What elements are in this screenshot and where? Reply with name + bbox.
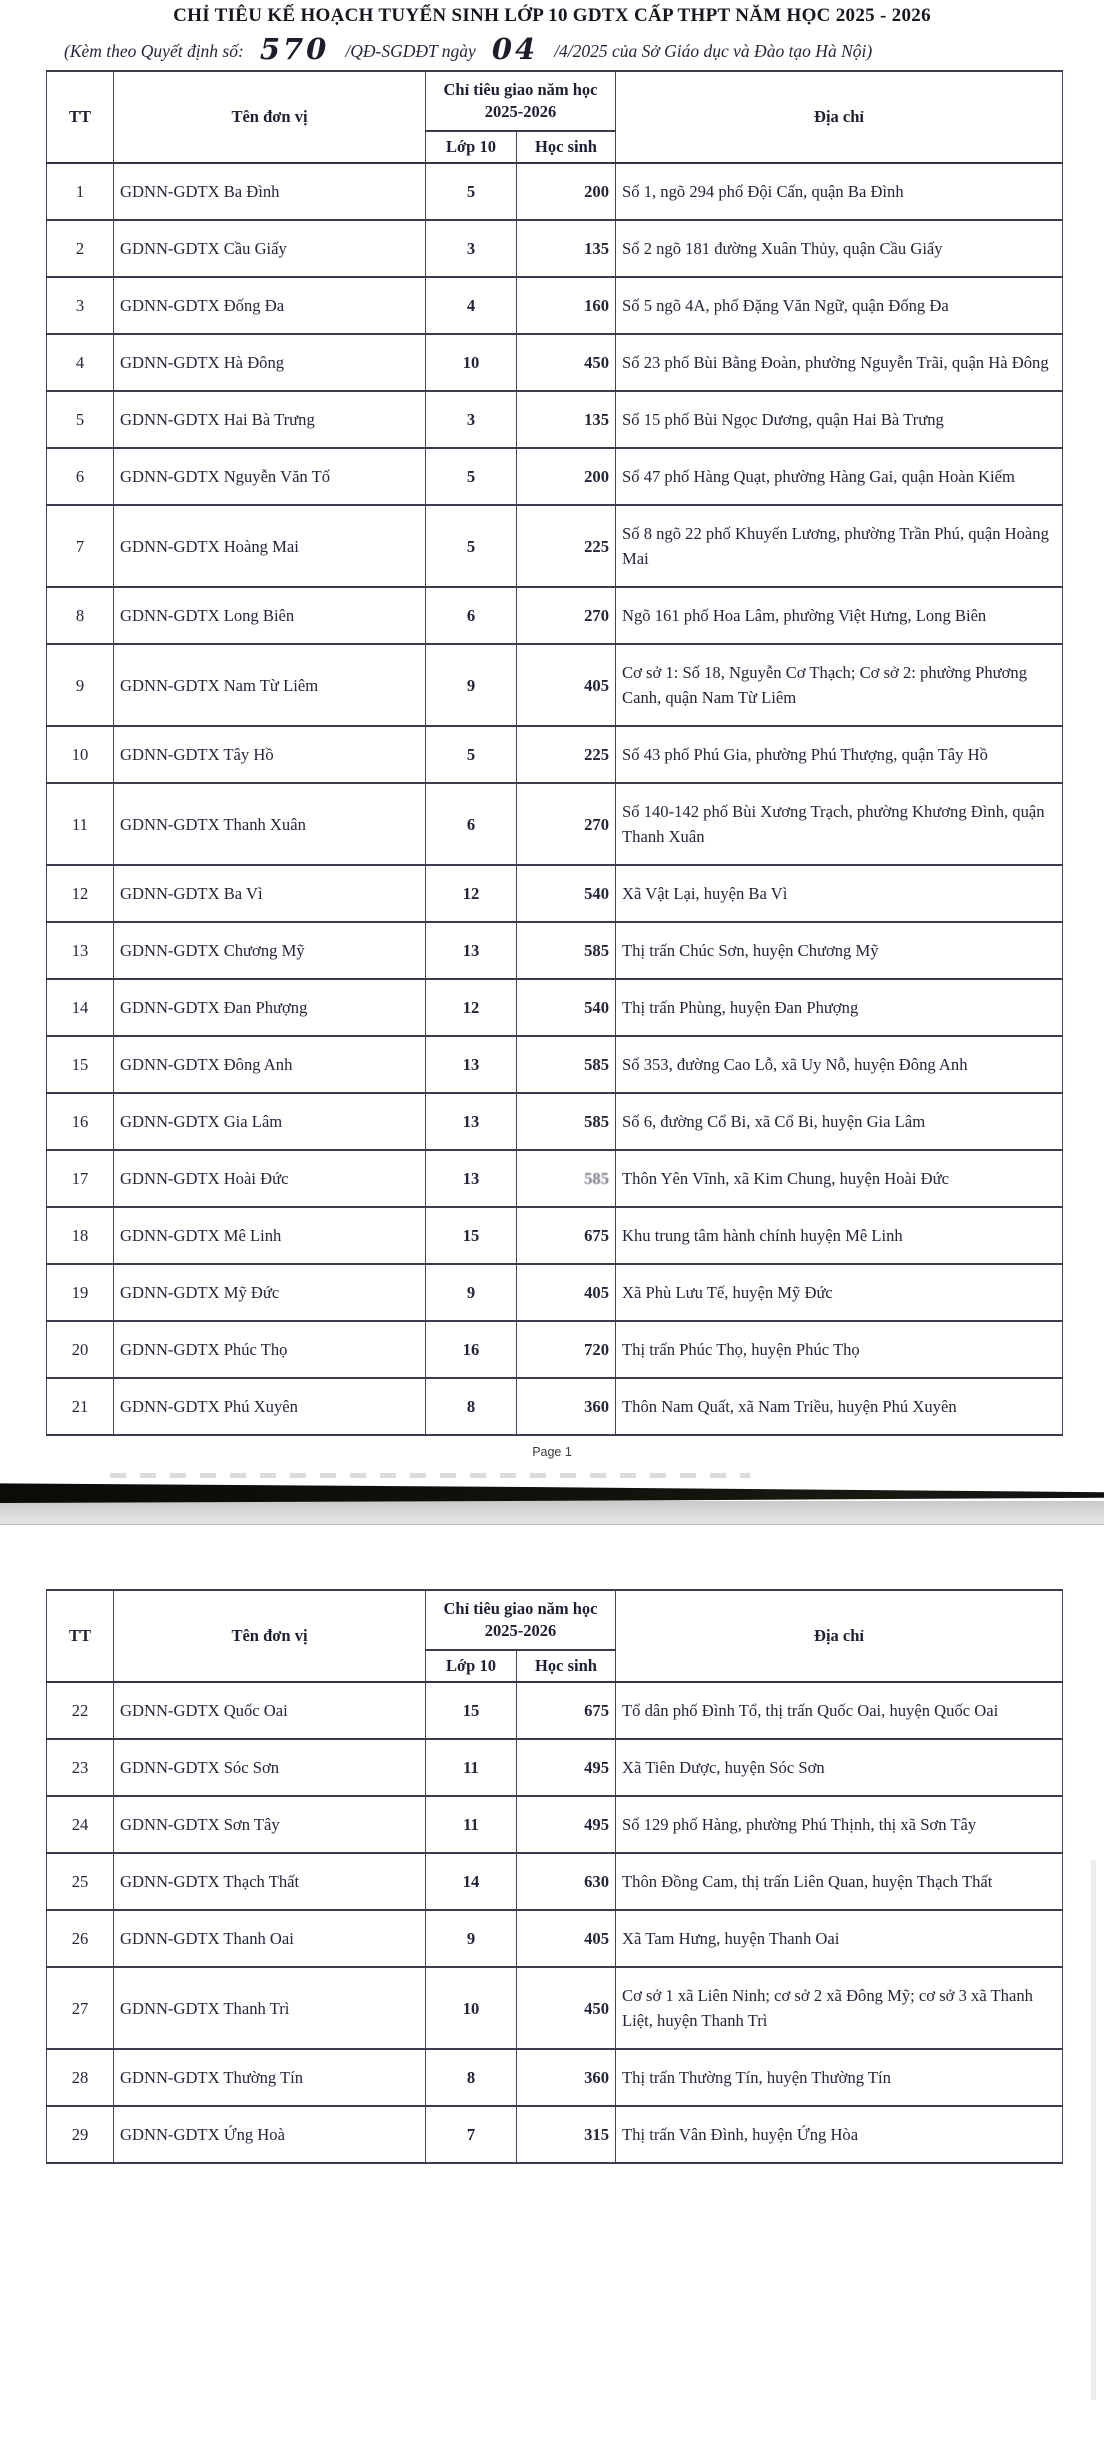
table-row [47,1150,1063,1207]
scan-edge-artifact [1091,1860,1096,2400]
header-grade10: Lớp 10 [426,131,517,163]
cell-unit-name: GDNN-GDTX Mỹ Đức [114,1264,426,1321]
table-row [47,448,1063,505]
table-row [47,644,1063,726]
cell-address: Thôn Đồng Cam, thị trấn Liên Quan, huyện Thạch Thất [616,1853,1063,1910]
cell-address: Xã Vật Lại, huyện Ba Vì [616,865,1063,922]
cell-students: 450 [517,1967,616,2049]
cell-tt: 10 [47,726,114,783]
cell-students: 540 [517,979,616,1036]
cell-unit-name: GDNN-GDTX Đống Đa [114,277,426,334]
cell-unit-name: GDNN-GDTX Phúc Thọ [114,1321,426,1378]
cell-tt: 16 [47,1093,114,1150]
cell-unit-name: GDNN-GDTX Cầu Giấy [114,220,426,277]
cell-grade10: 6 [426,587,517,644]
scanned-page-2 [0,1589,1104,2164]
table-row [47,1321,1063,1378]
cell-unit-name: GDNN-GDTX Thanh Oai [114,1910,426,1967]
scan-smudge-artifact [110,1473,750,1478]
header-tt: TT [47,1590,114,1682]
cell-grade10: 3 [426,220,517,277]
cell-unit-name: GDNN-GDTX Tây Hồ [114,726,426,783]
subtitle-suffix: /4/2025 của Sở Giáo dục và Đào tạo Hà Nội) [554,41,873,61]
cell-address: Thị trấn Thường Tín, huyện Thường Tín [616,2049,1063,2106]
cell-unit-name: GDNN-GDTX Gia Lâm [114,1093,426,1150]
cell-address: Thị trấn Phúc Thọ, huyện Phúc Thọ [616,1321,1063,1378]
cell-unit-name: GDNN-GDTX Nam Từ Liêm [114,644,426,726]
cell-grade10: 14 [426,1853,517,1910]
table-row [47,1207,1063,1264]
subtitle-mid: /QĐ-SGDĐT ngày [345,41,476,61]
cell-address: Số 8 ngõ 22 phố Khuyến Lương, phường Trần Phú, quận Hoàng Mai [616,505,1063,587]
cell-tt: 11 [47,783,114,865]
cell-grade10: 11 [426,1739,517,1796]
table-row [47,1910,1063,1967]
document-subtitle [64,30,1104,70]
cell-unit-name: GDNN-GDTX Quốc Oai [114,1682,426,1739]
cell-students: 495 [517,1796,616,1853]
cell-unit-name: GDNN-GDTX Hoàng Mai [114,505,426,587]
cell-unit-name: GDNN-GDTX Thanh Trì [114,1967,426,2049]
table-row [47,1036,1063,1093]
cell-students: 585 [517,1093,616,1150]
cell-tt: 29 [47,2106,114,2163]
cell-tt: 18 [47,1207,114,1264]
cell-tt: 17 [47,1150,114,1207]
table-row [47,783,1063,865]
cell-tt: 2 [47,220,114,277]
document-title: CHỈ TIÊU KẾ HOẠCH TUYỂN SINH LỚP 10 GDTX CẤP THPT NĂM HỌC 2025 - 2026 [173,5,931,26]
cell-students: 315 [517,2106,616,2163]
table-body-page2 [47,1682,1063,2163]
cell-tt: 6 [47,448,114,505]
cell-tt: 28 [47,2049,114,2106]
scan-separator-shadow [0,1501,1104,1525]
header-address: Địa chỉ [616,71,1063,163]
cell-grade10: 5 [426,726,517,783]
cell-unit-name: GDNN-GDTX Thanh Xuân [114,783,426,865]
cell-students: 225 [517,726,616,783]
cell-unit-name: GDNN-GDTX Hoài Đức [114,1150,426,1207]
table-row [47,2106,1063,2163]
cell-tt: 22 [47,1682,114,1739]
cell-grade10: 4 [426,277,517,334]
cell-address: Thị trấn Phùng, huyện Đan Phượng [616,979,1063,1036]
scan-separator-band [0,1483,1104,1503]
table-row [47,726,1063,783]
header-quota-group: Chỉ tiêu giao năm học 2025-2026 [426,71,616,131]
cell-grade10: 12 [426,865,517,922]
cell-unit-name: GDNN-GDTX Đan Phượng [114,979,426,1036]
table-row [47,1853,1063,1910]
cell-tt: 1 [47,163,114,220]
cell-tt: 26 [47,1910,114,1967]
header-students: Học sinh [517,131,616,163]
cell-students: 360 [517,2049,616,2106]
cell-address: Số 6, đường Cổ Bi, xã Cổ Bi, huyện Gia Lâm [616,1093,1063,1150]
cell-unit-name: GDNN-GDTX Long Biên [114,587,426,644]
cell-address: Khu trung tâm hành chính huyện Mê Linh [616,1207,1063,1264]
header-quota-group: Chỉ tiêu giao năm học 2025-2026 [426,1590,616,1650]
table-row [47,587,1063,644]
table-row [47,220,1063,277]
cell-unit-name: GDNN-GDTX Sơn Tây [114,1796,426,1853]
cell-students: 630 [517,1853,616,1910]
table-row [47,2049,1063,2106]
cell-grade10: 13 [426,1036,517,1093]
header-grade10: Lớp 10 [426,1650,517,1682]
cell-address: Xã Phù Lưu Tế, huyện Mỹ Đức [616,1264,1063,1321]
header-unit-name: Tên đơn vị [114,71,426,163]
cell-students: 405 [517,644,616,726]
table-row [47,979,1063,1036]
cell-students: 405 [517,1264,616,1321]
cell-grade10: 13 [426,1150,517,1207]
table-row [47,1682,1063,1739]
table-row [47,1264,1063,1321]
handwritten-decision-day: 04 [491,32,539,66]
cell-address: Số 140-142 phố Bùi Xương Trạch, phường Khương Đình, quận Thanh Xuân [616,783,1063,865]
cell-tt: 4 [47,334,114,391]
cell-address: Ngõ 161 phố Hoa Lâm, phường Việt Hưng, Long Biên [616,587,1063,644]
cell-unit-name: GDNN-GDTX Mê Linh [114,1207,426,1264]
cell-unit-name: GDNN-GDTX Thạch Thất [114,1853,426,1910]
cell-grade10: 6 [426,783,517,865]
cell-students: 270 [517,783,616,865]
cell-students: 585 [517,1036,616,1093]
cell-grade10: 13 [426,1093,517,1150]
quota-table-page2 [46,1589,1063,2164]
cell-address: Cơ sở 1: Số 18, Nguyễn Cơ Thạch; Cơ sở 2: phường Phương Canh, quận Nam Từ Liêm [616,644,1063,726]
cell-grade10: 8 [426,1378,517,1435]
table-row [47,505,1063,587]
cell-unit-name: GDNN-GDTX Ba Đình [114,163,426,220]
cell-unit-name: GDNN-GDTX Ba Vì [114,865,426,922]
table-row [47,922,1063,979]
table-row [47,1378,1063,1435]
cell-address: Số 23 phố Bùi Bằng Đoàn, phường Nguyễn Trãi, quận Hà Đông [616,334,1063,391]
cell-address: Xã Tam Hưng, huyện Thanh Oai [616,1910,1063,1967]
cell-tt: 5 [47,391,114,448]
table-body-page1 [47,163,1063,1435]
cell-tt: 9 [47,644,114,726]
cell-tt: 12 [47,865,114,922]
cell-address: Số 47 phố Hàng Quạt, phường Hàng Gai, quận Hoàn Kiếm [616,448,1063,505]
cell-grade10: 3 [426,391,517,448]
cell-students: 450 [517,334,616,391]
table-row [47,1739,1063,1796]
cell-unit-name: GDNN-GDTX Hai Bà Trưng [114,391,426,448]
cell-tt: 8 [47,587,114,644]
cell-grade10: 9 [426,1910,517,1967]
cell-grade10: 9 [426,644,517,726]
table-header [47,1590,1063,1682]
cell-students: 160 [517,277,616,334]
cell-address: Thôn Nam Quất, xã Nam Triều, huyện Phú Xuyên [616,1378,1063,1435]
cell-students: 135 [517,391,616,448]
cell-students: 720 [517,1321,616,1378]
cell-students: 585 [517,922,616,979]
table-header [47,71,1063,163]
cell-unit-name: GDNN-GDTX Đông Anh [114,1036,426,1093]
cell-address: Số 43 phố Phú Gia, phường Phú Thượng, quận Tây Hồ [616,726,1063,783]
cell-unit-name: GDNN-GDTX Thường Tín [114,2049,426,2106]
cell-address: Thôn Yên Vĩnh, xã Kim Chung, huyện Hoài Đức [616,1150,1063,1207]
cell-grade10: 15 [426,1682,517,1739]
cell-grade10: 16 [426,1321,517,1378]
cell-tt: 23 [47,1739,114,1796]
cell-grade10: 10 [426,334,517,391]
cell-address: Thị trấn Chúc Sơn, huyện Chương Mỹ [616,922,1063,979]
cell-grade10: 5 [426,505,517,587]
header-tt: TT [47,71,114,163]
cell-address: Số 1, ngõ 294 phố Đội Cấn, quận Ba Đình [616,163,1063,220]
cell-unit-name: GDNN-GDTX Chương Mỹ [114,922,426,979]
table-row [47,1093,1063,1150]
cell-address: Số 2 ngõ 181 đường Xuân Thủy, quận Cầu Giấy [616,220,1063,277]
table-row [47,1967,1063,2049]
cell-grade10: 9 [426,1264,517,1321]
cell-address: Tổ dân phố Đình Tổ, thị trấn Quốc Oai, huyện Quốc Oai [616,1682,1063,1739]
page-number-label: Page 1 [532,1445,572,1459]
cell-students: 675 [517,1682,616,1739]
cell-tt: 24 [47,1796,114,1853]
cell-tt: 7 [47,505,114,587]
cell-grade10: 5 [426,163,517,220]
table-row [47,277,1063,334]
cell-students: 225 [517,505,616,587]
cell-tt: 19 [47,1264,114,1321]
table-row [47,334,1063,391]
cell-tt: 27 [47,1967,114,2049]
handwritten-decision-number: 570 [259,32,330,66]
cell-unit-name: GDNN-GDTX Phú Xuyên [114,1378,426,1435]
cell-tt: 15 [47,1036,114,1093]
cell-grade10: 11 [426,1796,517,1853]
cell-unit-name: GDNN-GDTX Sóc Sơn [114,1739,426,1796]
cell-tt: 3 [47,277,114,334]
cell-tt: 21 [47,1378,114,1435]
cell-students: 495 [517,1739,616,1796]
cell-students: 540 [517,865,616,922]
cell-tt: 13 [47,922,114,979]
cell-students: 675 [517,1207,616,1264]
cell-grade10: 13 [426,922,517,979]
cell-students: 135 [517,220,616,277]
table-row [47,391,1063,448]
cell-address: Thị trấn Vân Đình, huyện Ứng Hòa [616,2106,1063,2163]
cell-tt: 25 [47,1853,114,1910]
cell-students: 405 [517,1910,616,1967]
cell-unit-name: GDNN-GDTX Hà Đông [114,334,426,391]
cell-students: 360 [517,1378,616,1435]
quota-table-page1 [46,70,1063,1436]
cell-unit-name: GDNN-GDTX Ứng Hoà [114,2106,426,2163]
header-unit-name: Tên đơn vị [114,1590,426,1682]
cell-students: 585 [517,1150,616,1207]
table-row [47,865,1063,922]
cell-students: 200 [517,448,616,505]
header-address: Địa chỉ [616,1590,1063,1682]
cell-grade10: 15 [426,1207,517,1264]
cell-address: Số 129 phố Hàng, phường Phú Thịnh, thị xã Sơn Tây [616,1796,1063,1853]
cell-students: 270 [517,587,616,644]
cell-grade10: 5 [426,448,517,505]
cell-grade10: 7 [426,2106,517,2163]
table-row [47,1796,1063,1853]
cell-students: 200 [517,163,616,220]
subtitle-prefix: (Kèm theo Quyết định số: [64,41,244,61]
cell-grade10: 12 [426,979,517,1036]
cell-unit-name: GDNN-GDTX Nguyễn Văn Tố [114,448,426,505]
header-students: Học sinh [517,1650,616,1682]
cell-address: Số 353, đường Cao Lỗ, xã Uy Nỗ, huyện Đông Anh [616,1036,1063,1093]
cell-tt: 20 [47,1321,114,1378]
table-row [47,163,1063,220]
cell-address: Cơ sở 1 xã Liên Ninh; cơ sở 2 xã Đông Mỹ; cơ sở 3 xã Thanh Liệt, huyện Thanh Trì [616,1967,1063,2049]
cell-tt: 14 [47,979,114,1036]
cell-address: Số 15 phố Bùi Ngọc Dương, quận Hai Bà Trưng [616,391,1063,448]
cell-grade10: 10 [426,1967,517,2049]
cell-address: Số 5 ngõ 4A, phố Đặng Văn Ngữ, quận Đống Đa [616,277,1063,334]
cell-address: Xã Tiên Dược, huyện Sóc Sơn [616,1739,1063,1796]
cell-grade10: 8 [426,2049,517,2106]
